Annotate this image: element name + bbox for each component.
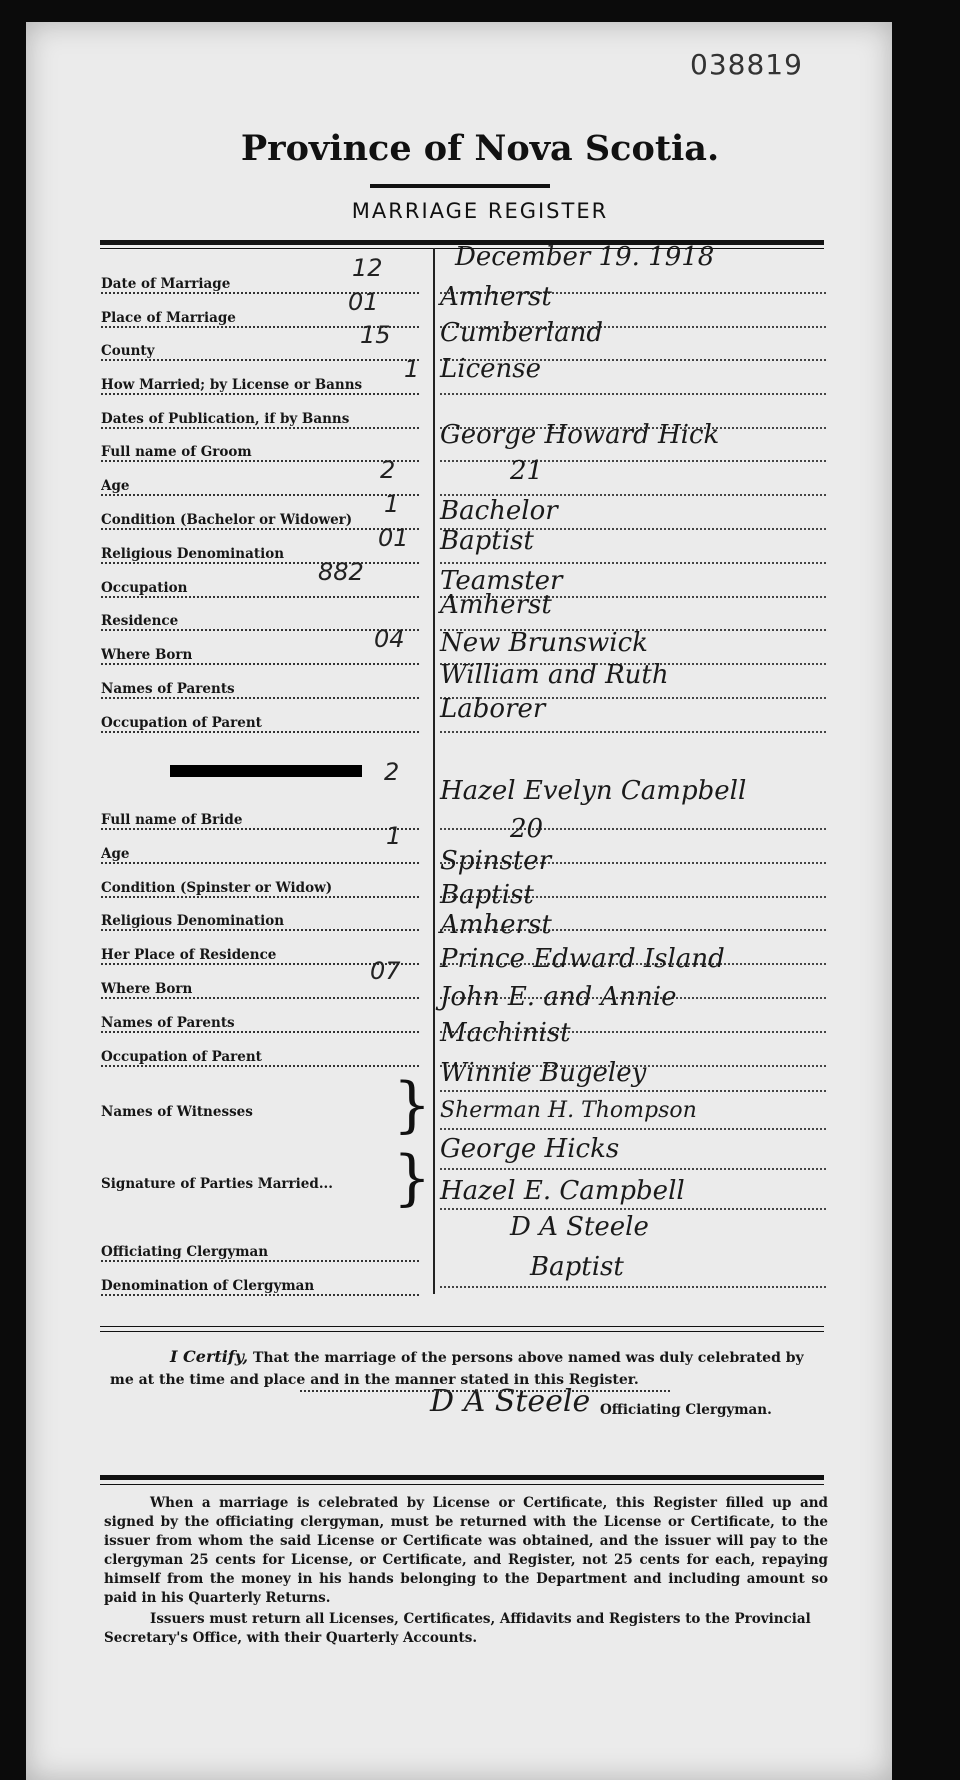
column-divider bbox=[433, 248, 435, 1294]
row-label: Occupation of Parent bbox=[101, 715, 419, 737]
witnesses-label: Names of Witnesses bbox=[101, 1104, 401, 1126]
row-value: Laborer bbox=[440, 694, 546, 724]
bride-row-value: Machinist bbox=[440, 1018, 571, 1048]
row-value-line bbox=[440, 393, 826, 395]
certify-tag: I Certify, bbox=[170, 1347, 249, 1366]
bride-row-value: Hazel Evelyn Campbell bbox=[440, 776, 747, 806]
bride-section-code: 2 bbox=[384, 758, 400, 786]
row-code: 04 bbox=[374, 625, 405, 653]
party-2-line bbox=[440, 1208, 826, 1210]
bride-row-label: Religious Denomination bbox=[101, 913, 419, 935]
row-label: County bbox=[101, 343, 419, 365]
party-2-signature: Hazel E. Campbell bbox=[440, 1176, 685, 1206]
signature-label: Officiating Clergyman. bbox=[600, 1402, 772, 1418]
party-1-signature: George Hicks bbox=[440, 1134, 620, 1164]
row-code: 1 bbox=[404, 355, 420, 383]
row-code: 01 bbox=[378, 524, 409, 552]
row-value-line bbox=[440, 562, 826, 564]
clergy-denomination-label: Denomination of Clergyman bbox=[101, 1278, 419, 1300]
notice-thin-rule bbox=[100, 1484, 824, 1485]
clergy-denomination-line bbox=[440, 1286, 826, 1288]
row-value: George Howard Hick bbox=[440, 420, 720, 450]
row-code: 01 bbox=[348, 288, 379, 316]
officiating-clergyman-label: Officiating Clergyman bbox=[101, 1244, 419, 1266]
witnesses-brace: } bbox=[393, 1070, 432, 1140]
row-code: 882 bbox=[318, 558, 364, 586]
officiating-clergyman-value: D A Steele bbox=[510, 1212, 649, 1242]
row-label: Full name of Groom bbox=[101, 444, 419, 466]
bride-row-code: 07 bbox=[370, 957, 401, 985]
bride-row-label: Her Place of Residence bbox=[101, 947, 419, 969]
clergy-denomination-value: Baptist bbox=[530, 1252, 624, 1282]
row-code: 15 bbox=[360, 321, 391, 349]
notice-paragraph-1: When a marriage is celebrated by License or Certificate, this Register filled up and signed by the officiating clergyman, must be returned with the License or Certificate, to the issuer from whom the said License or Certificate was obtained, and the issuer will pay to the clergyman 25 cents for License, or Certificate, and Register, not 25 cents for each, repaying himself from the money in his hands belonging to the Department and including amount so paid in his Quarterly Returns. bbox=[104, 1495, 828, 1606]
row-label: Date of Marriage bbox=[101, 276, 419, 298]
witness-2-line bbox=[440, 1128, 826, 1130]
row-value: Amherst bbox=[440, 590, 552, 620]
row-label: Place of Marriage bbox=[101, 310, 419, 332]
bride-row-label: Occupation of Parent bbox=[101, 1049, 419, 1071]
bride-row-value: Prince Edward Island bbox=[440, 944, 725, 974]
parties-brace: } bbox=[393, 1143, 432, 1213]
row-label: Names of Parents bbox=[101, 681, 419, 703]
row-label: Dates of Publication, if by Banns bbox=[101, 411, 419, 433]
row-value: December 19. 1918 bbox=[455, 242, 715, 272]
clergyman-signature: D A Steele bbox=[430, 1384, 591, 1419]
bride-row-value: Amherst bbox=[440, 910, 552, 940]
certification-text: I Certify, That the marriage of the persons above named was duly celebrated by me at the time and place and in the manner stated in this Register. bbox=[110, 1347, 804, 1388]
row-value: 21 bbox=[510, 456, 544, 486]
row-code: 2 bbox=[380, 456, 396, 484]
witness-1: Winnie Bugeley bbox=[440, 1058, 647, 1088]
notice-top-rule bbox=[100, 1475, 824, 1480]
certify-top-rule-2 bbox=[100, 1331, 824, 1332]
row-value: Bachelor bbox=[440, 496, 558, 526]
page-title: Province of Nova Scotia. bbox=[240, 128, 720, 169]
row-label: How Married; by License or Banns bbox=[101, 377, 419, 399]
row-value: License bbox=[440, 354, 542, 384]
row-label: Occupation bbox=[101, 580, 419, 602]
witness-2: Sherman H. Thompson bbox=[440, 1098, 697, 1123]
notice-paragraph-2: Issuers must return all Licenses, Certificates, Affidavits and Registers to the Provincial Secretary's Office, with their Quarterly Accounts. bbox=[104, 1611, 811, 1646]
bride-row-label: Names of Parents bbox=[101, 1015, 419, 1037]
serial-number: 038819 bbox=[690, 48, 803, 81]
row-value-line bbox=[440, 731, 826, 733]
signature-line bbox=[300, 1390, 670, 1392]
row-value: Cumberland bbox=[440, 318, 603, 348]
title-divider bbox=[370, 184, 550, 188]
row-value: Teamster bbox=[440, 566, 563, 596]
row-label: Residence bbox=[101, 613, 419, 635]
row-value: Baptist bbox=[440, 526, 534, 556]
bride-row-label: Full name of Bride bbox=[101, 812, 419, 834]
row-label: Where Born bbox=[101, 647, 419, 669]
bride-row-value: Baptist bbox=[440, 880, 534, 910]
row-value: William and Ruth bbox=[440, 660, 669, 690]
row-value: Amherst bbox=[440, 282, 552, 312]
row-code: 12 bbox=[352, 254, 383, 282]
row-value: New Brunswick bbox=[440, 628, 648, 658]
party-1-line bbox=[440, 1168, 826, 1170]
bride-row-value: Spinster bbox=[440, 846, 552, 876]
row-code: 1 bbox=[384, 490, 400, 518]
bride-row-code: 1 bbox=[386, 822, 402, 850]
row-label: Age bbox=[101, 478, 419, 500]
bride-row-label: Condition (Spinster or Widow) bbox=[101, 880, 419, 902]
bride-row-label: Where Born bbox=[101, 981, 419, 1003]
redacted-heading bbox=[170, 765, 362, 777]
bride-row-value: John E. and Annie bbox=[440, 982, 677, 1012]
certify-top-rule-1 bbox=[100, 1326, 824, 1327]
parties-label: Signature of Parties Married... bbox=[101, 1176, 401, 1198]
row-label: Condition (Bachelor or Widower) bbox=[101, 512, 419, 534]
page-subtitle: MARRIAGE REGISTER bbox=[351, 199, 609, 223]
bride-row-value: 20 bbox=[510, 814, 544, 844]
row-label: Religious Denomination bbox=[101, 546, 419, 568]
bride-row-label: Age bbox=[101, 846, 419, 868]
witness-1-line bbox=[440, 1090, 826, 1092]
